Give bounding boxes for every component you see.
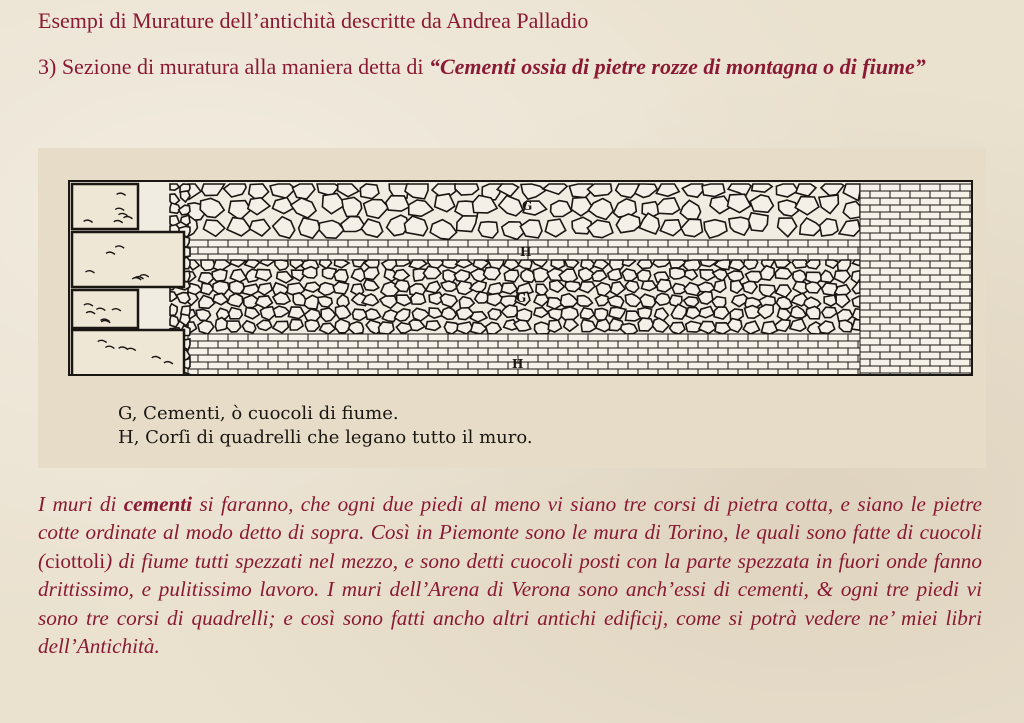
body-paragraph — [38, 490, 982, 660]
stone-block — [72, 330, 184, 376]
brick-wall-end — [860, 184, 973, 376]
body-part-1: I muri di — [38, 492, 124, 516]
legend-line-h: H, Corſi di quadrelli che legano tutto il muro. — [118, 427, 533, 448]
figure-legend — [118, 402, 533, 450]
body-bold-word: cementi — [123, 492, 193, 516]
label-h-bottom: H — [512, 357, 524, 371]
body-part-3: ) di fiume tutti spezzati nel mezzo, e sono detti cuocoli posti con la parte spezzata in fuori onde fanno drittissimo, e pulitissimo lavoro. I muri dell’Arena di Verona sono anch’essi di cementi, & ogni tre piedi vi sono tre corsi di quadrelli; e così sono fatti ancho altri antichi edificij, come si potrà vedere ne’ miei libri dell’Antichità. — [38, 548, 982, 659]
label-h-top: H — [520, 245, 532, 259]
body-upright-word: ciottoli — [45, 548, 106, 573]
masonry-wall-drawing — [70, 182, 973, 376]
stone-block — [72, 232, 184, 287]
subtitle-lead: 3) Sezione di muratura alla maniera detta di — [38, 54, 429, 79]
body-part-2: si faranno, che ogni due piedi al meno vi siano tre corsi di pietra cotta, e siano le pietre cotte ordinate al modo detto di sopra. Così in Piemonte sono le mura di Torino, le quali sono fatte di cuocoli ( — [38, 492, 982, 573]
masonry-section-figure — [68, 180, 973, 376]
page-title: Esempi di Murature dell’antichità descritte da Andrea Palladio — [38, 8, 589, 33]
stone-block — [72, 290, 138, 328]
label-g-top: G — [522, 199, 533, 213]
legend-line-g: G, Cementi, ò cuocoli di fiume. — [118, 403, 399, 424]
section-subtitle — [38, 52, 982, 82]
label-g-middle: G — [516, 291, 527, 305]
brick-course-lower — [188, 334, 860, 376]
stone-block — [72, 184, 138, 229]
subtitle-emphasis: “Cementi ossia di pietre rozze di montagna o di fiume” — [428, 54, 926, 79]
